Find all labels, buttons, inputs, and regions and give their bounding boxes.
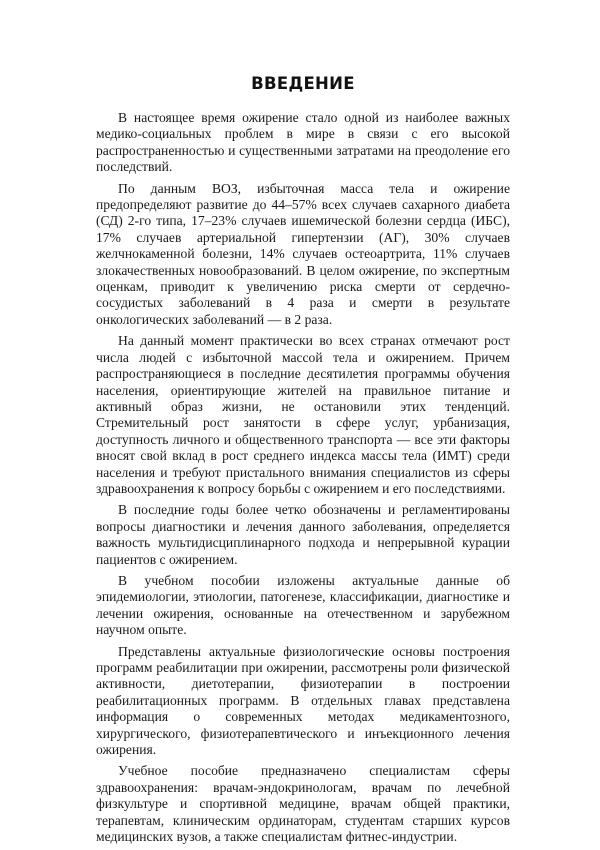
paragraph-who-statistics: По данным ВОЗ, избыточная масса тела и ожирение предопределяют развитие до 44–57% всех случаев сахарного диабета (СД) 2-го типа, 17–23% случаев ишемической болезни сердца (ИБС), 17% случаев артериальной гипертензии (АГ), 30% случаев желчнокаменной болезни, 14% случаев остеоартрита, 11% случаев злокачественных новообразований. В целом ожирение, по экспертным оценкам, приводит к увеличению риска смерти от сердечно-сосудистых заболеваний в 4 раза и смерти в результате онкологических заболеваний — в 2 раза. <box>96 180 510 327</box>
paragraph-audience: Учебное пособие предназначено специалистам сферы здравоохранения: врачам-эндокринологам, врачам по лечебной физкультуре и спортивной медицине, врачам общей практики, терапевтам, клиническим ординаторам, студентам старших курсов медицинских вузов, а также специалистам фитнес-индустрии. <box>96 763 510 845</box>
document-page <box>96 72 510 850</box>
section-title: ВВЕДЕНИЕ <box>251 74 355 93</box>
paragraph-recent-years: В последние годы более четко обозначены и регламентированы вопросы диагностики и лечения данного заболевания, определяется важность мультидисциплинарного подхода и непрерывной курации пациентов с ожирением. <box>96 502 510 567</box>
paragraph-manual-contents: В учебном пособии изложены актуальные данные об эпидемиологии, этиологии, патогенезе, классификации, диагностике и лечении ожирения, основанные на отечественном и зарубежном научном опыте. <box>96 572 510 638</box>
paragraph-trends: На данный момент практически во всех странах отмечают рост числа людей с избыточной массой тела и ожирением. Причем распространяющиеся в последние десятилетия программы обучения населения, ориентирующие жителей на правильное питание и активный образ жизни, не остановили этих тенденций. Стремительный рост занятости в сфере услуг, урбанизация, доступность личного и общественного транспорта — все эти факторы вносят свой вклад в рост среднего индекса массы тела (ИМТ) среди населения и требуют пристального внимания специалистов из сферы здравоохранения к вопросу борьбы с ожирением и его последствиями. <box>96 333 510 496</box>
paragraph-intro: В настоящее время ожирение стало одной из наиболее важных медико-социальных проблем в мире в связи с его высокой распространенностью и существенными затратами на преодоление его последствий. <box>96 110 510 175</box>
paragraph-rehabilitation: Представлены актуальные физиологические основы построения программ реабилитации при ожирении, рассмотрены роли физической активности, диетотерапии, физиотерапии в построении реабилитационных программ. В отдельных главах представлена информация о современных методах медикаментозного, хирургического, физиотерапевтического и инъекционного лечения ожирения. <box>96 643 510 758</box>
